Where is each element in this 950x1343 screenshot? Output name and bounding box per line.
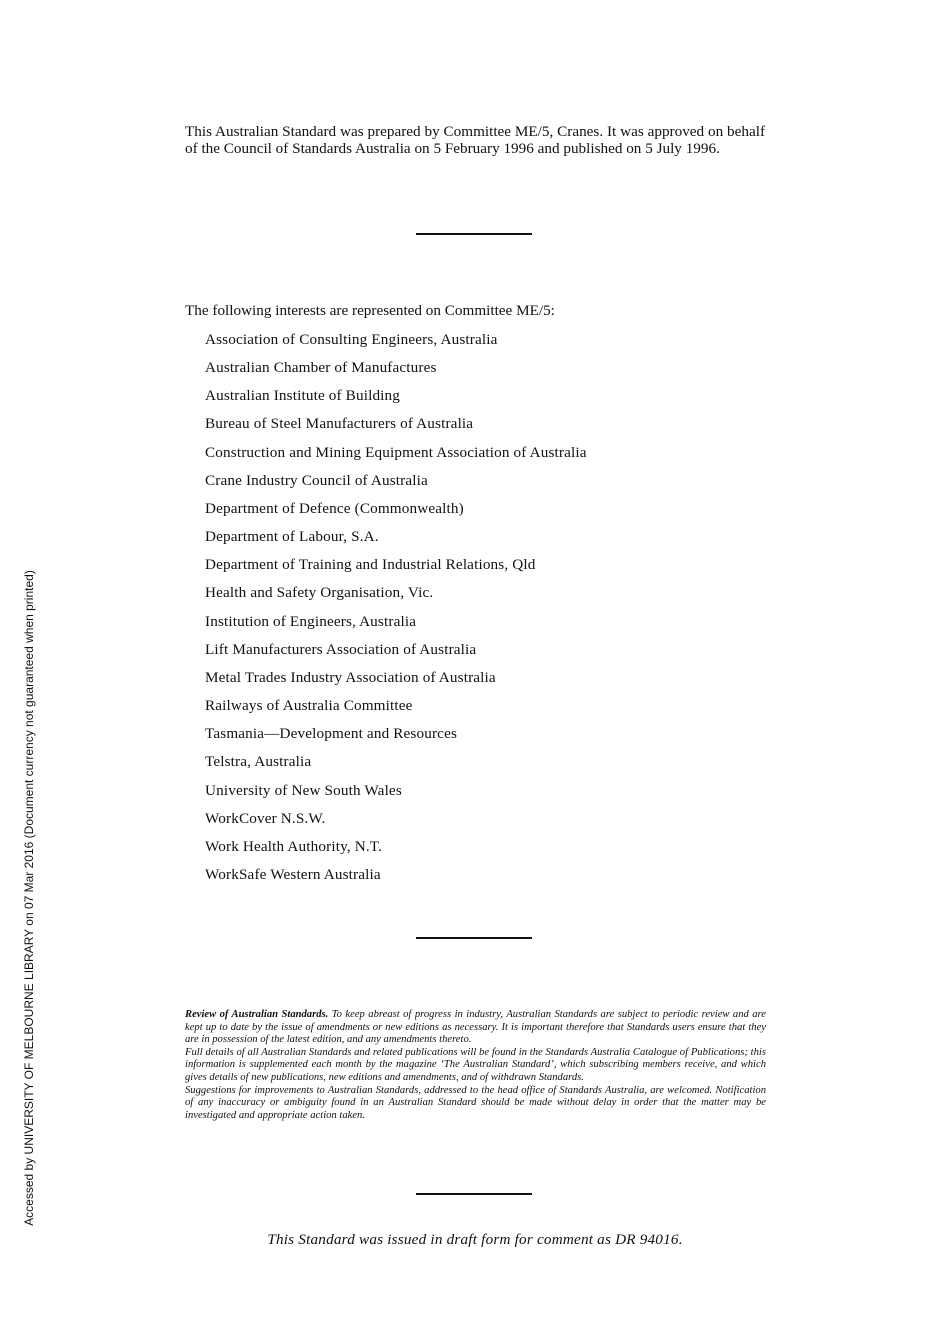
committee-member: Construction and Mining Equipment Association of Australia — [205, 443, 587, 461]
committee-member: Australian Chamber of Manufactures — [205, 359, 437, 377]
committee-member: Australian Institute of Building — [205, 387, 401, 405]
committee-member: Bureau of Steel Manufacturers of Australia — [205, 415, 474, 433]
section-divider — [416, 233, 532, 235]
committee-heading: The following interests are represented on Committee ME/5: — [185, 302, 555, 319]
committee-member: Department of Training and Industrial Relations, Qld — [205, 556, 536, 574]
committee-member: Institution of Engineers, Australia — [205, 612, 417, 630]
committee-member: Department of Labour, S.A. — [205, 528, 379, 546]
committee-member: Metal Trades Industry Association of Australia — [205, 668, 496, 686]
committee-member: Tasmania—Development and Resources — [205, 725, 458, 743]
committee-member: Crane Industry Council of Australia — [205, 471, 428, 489]
preparation-statement: This Australian Standard was prepared by Committee ME/5, Cranes. It was approved on behalf of the Council of Standards Australia on 5 February 1996 and published on 5 July 1996. — [185, 123, 765, 157]
committee-member: Railways of Australia Committee — [205, 697, 413, 715]
access-watermark-text: Accessed by UNIVERSITY OF MELBOURNE LIBRARY on 07 Mar 2016 (Document currency not guaranteed when printed) — [22, 570, 36, 1226]
review-title: Review of Australian Standards. — [185, 1009, 329, 1020]
review-paragraph-3: Suggestions for improvements to Australian Standards, addressed to the head office of Standards Australia, are welcomed. Notification of any inaccuracy or ambiguity found in an Australian Standard should be made without delay in order that the matter may be investigated and appropriate action taken. — [185, 1084, 766, 1121]
review-notice — [185, 1009, 766, 1122]
section-divider — [416, 937, 532, 939]
draft-note: This Standard was issued in draft form for comment as DR 94016. — [267, 1231, 683, 1248]
committee-member: Lift Manufacturers Association of Australia — [205, 640, 477, 658]
review-paragraph-1 — [185, 1009, 766, 1047]
section-divider — [416, 1193, 532, 1195]
committee-member: Telstra, Australia — [205, 753, 312, 771]
review-text-1: To keep abreast of progress in industry, Australian Standards are subject to periodic review and are kept up to date by the issue of amendments or new editions as necessary. It is important therefore that Standards users ensure that they are in possession of the latest edition, and any amendments thereto. — [185, 1009, 766, 1046]
committee-member: Association of Consulting Engineers, Australia — [205, 331, 498, 348]
committee-member: University of New South Wales — [205, 781, 402, 799]
review-paragraph-2: Full details of all Australian Standards and related publications will be found in the Standards Australia Catalogue of Publications; this information is supplemented each month by the magazine ‘The Australian Standard’, which subscribing members receive, and which gives details of new publications, new editions and amendments, and of withdrawn Standards. — [185, 1046, 766, 1083]
committee-member: Department of Defence (Commonwealth) — [205, 499, 464, 517]
committee-member: Work Health Authority, N.T. — [205, 837, 383, 855]
committee-member: WorkSafe Western Australia — [205, 865, 381, 883]
committee-member: Health and Safety Organisation, Vic. — [205, 584, 434, 602]
committee-members-list — [205, 331, 587, 894]
committee-member: WorkCover N.S.W. — [205, 809, 326, 827]
